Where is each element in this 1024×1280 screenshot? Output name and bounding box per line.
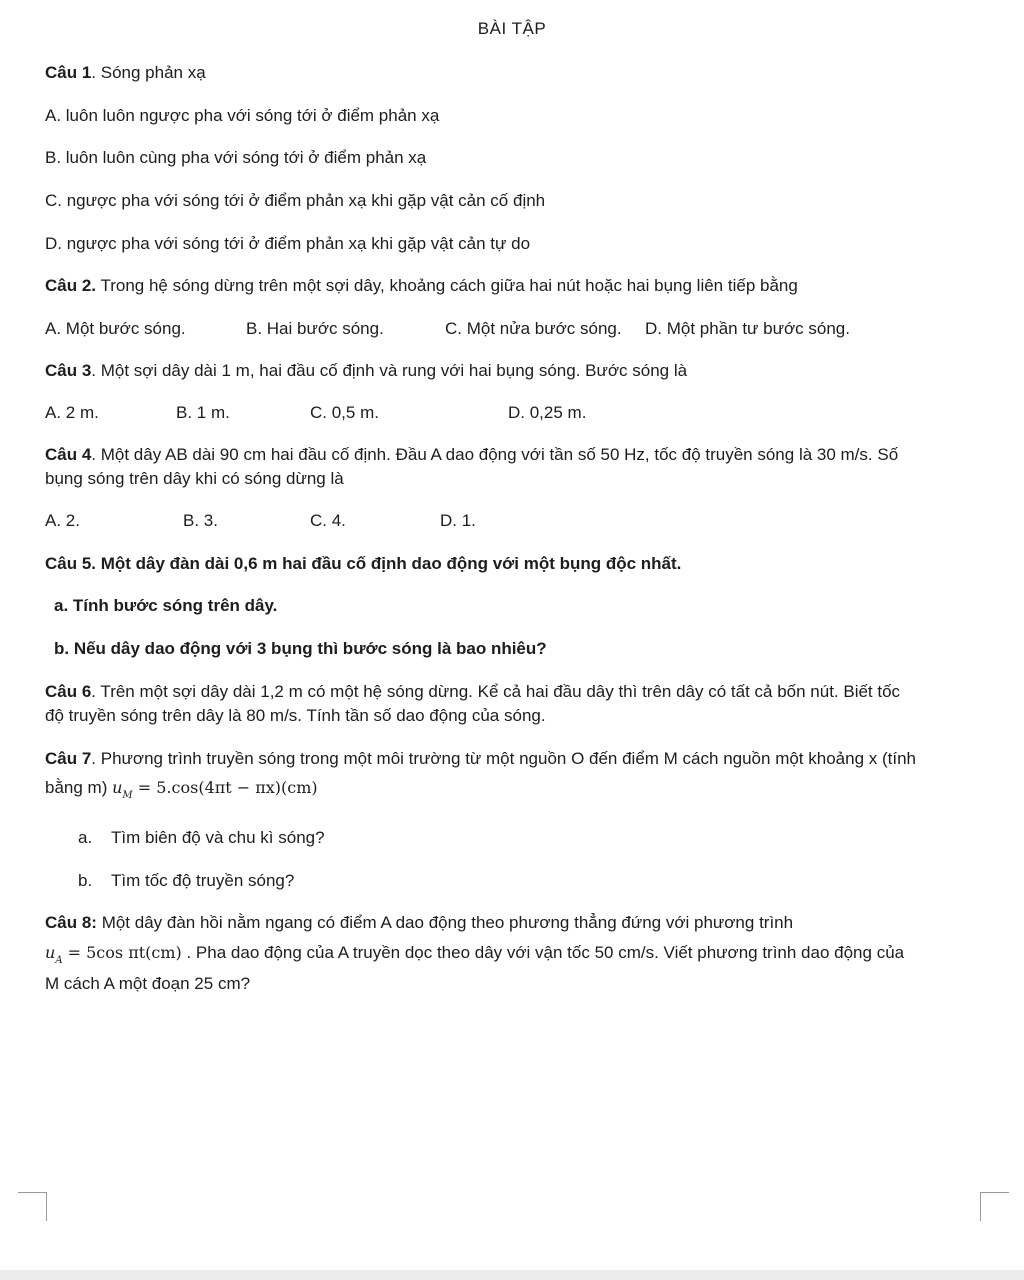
question-7-label: Câu 7 (45, 749, 92, 768)
question-5-part-b: b. Nếu dây dao động với 3 bụng thì bước sóng là bao nhiêu? (54, 639, 547, 658)
question-3-option-b: B. 1 m. (176, 403, 230, 422)
question-6-text: . Trên một sợi dây dài 1,2 m có một hệ sóng dừng. Kể cả hai đầu dây thì trên dây có tất cả bốn nút. Biết tốc (91, 682, 901, 701)
question-8-label: Câu 8: (45, 913, 97, 932)
equation-subscript: M (122, 790, 133, 801)
question-1-option-c: C. ngược pha với sóng tới ở điểm phản xạ khi gặp vật cản cố định (45, 191, 546, 210)
question-8-line-3: M cách A một đoạn 25 cm? (45, 974, 251, 993)
question-6-line-2: độ truyền sóng trên dây là 80 m/s. Tính tần số dao động của sóng. (45, 706, 546, 725)
question-5: Câu 5. Một dây đàn dài 0,6 m hai đầu cố định dao động với một bụng độc nhất. (45, 554, 682, 573)
question-7-line-2 (45, 776, 318, 808)
question-3-text: . Một sợi dây dài 1 m, hai đầu cố định và rung với hai bụng sóng. Bước sóng là (91, 361, 688, 380)
question-7-text-2: bằng m) (45, 778, 108, 797)
question-3-option-a: A. 2 m. (45, 403, 99, 422)
question-4-option-c: C. 4. (310, 511, 346, 530)
question-4-option-d: D. 1. (440, 511, 476, 530)
question-8-line-2 (45, 941, 904, 973)
question-7-part-a-marker: a. (78, 828, 93, 847)
question-1-option-a: A. luôn luôn ngược pha với sóng tới ở điểm phản xạ (45, 106, 440, 125)
question-6-label: Câu 6 (45, 682, 92, 701)
question-1-label: Câu 1 (45, 63, 92, 82)
question-1 (45, 61, 206, 85)
question-8-equation (45, 943, 182, 966)
question-7-part-b: Tìm tốc độ truyền sóng? (111, 871, 295, 890)
page-separator (0, 1270, 1024, 1280)
page-corner-mark-right (980, 1192, 1009, 1221)
question-2 (45, 274, 798, 298)
page-title: BÀI TẬP (477, 19, 547, 38)
question-4-option-b: B. 3. (183, 511, 218, 530)
question-1-text: . Sóng phản xạ (91, 63, 206, 82)
question-7-part-b-marker: b. (78, 871, 93, 890)
page-corner-mark-left (18, 1192, 47, 1221)
question-2-option-b: B. Hai bước sóng. (246, 319, 384, 338)
equation-variable: u (45, 943, 56, 962)
question-3 (45, 359, 687, 383)
question-7-text: . Phương trình truyền sóng trong một môi trường từ một nguồn O đến điểm M cách nguồn một khoảng x (tính (91, 749, 916, 768)
question-3-label: Câu 3 (45, 361, 92, 380)
question-4-text: . Một dây AB dài 90 cm hai đầu cố định. Đầu A dao động với tần số 50 Hz, tốc độ truyền sóng là 30 m/s. Số (91, 445, 899, 464)
equation-body: = 5cos πt(cm) (62, 943, 182, 962)
equation-variable: u (112, 778, 123, 797)
question-6-line-1 (45, 680, 900, 704)
question-2-option-d: D. Một phần tư bước sóng. (645, 319, 850, 338)
equation-subscript: A (55, 955, 63, 966)
question-7-equation (112, 778, 318, 801)
question-3-option-c: C. 0,5 m. (310, 403, 379, 422)
question-8-text: Một dây đàn hồi nằm ngang có điểm A dao động theo phương thẳng đứng với phương trình (96, 913, 794, 932)
question-2-option-c: C. Một nửa bước sóng. (445, 319, 622, 338)
question-7-line-1 (45, 747, 916, 771)
equation-body: = 5.cos(4πt − πx)(cm) (132, 778, 318, 797)
question-4-label: Câu 4 (45, 445, 92, 464)
question-8-line-1 (45, 911, 793, 935)
question-4-option-a: A. 2. (45, 511, 80, 530)
question-2-option-a: A. Một bước sóng. (45, 319, 186, 338)
question-1-option-d: D. ngược pha với sóng tới ở điểm phản xạ khi gặp vật cản tự do (45, 234, 531, 253)
question-4-line-1 (45, 443, 898, 467)
question-7-part-a: Tìm biên độ và chu kì sóng? (111, 828, 325, 847)
question-3-option-d: D. 0,25 m. (508, 403, 587, 422)
question-1-option-b: B. luôn luôn cùng pha với sóng tới ở điểm phản xạ (45, 148, 427, 167)
question-5-part-a: a. Tính bước sóng trên dây. (54, 596, 278, 615)
question-8-text-2: . Pha dao động của A truyền dọc theo dây với vận tốc 50 cm/s. Viết phương trình dao động của (181, 943, 905, 962)
question-2-label: Câu 2. (45, 276, 97, 295)
question-4-line-2: bụng sóng trên dây khi có sóng dừng là (45, 469, 344, 488)
question-2-text: Trong hệ sóng dừng trên một sợi dây, khoảng cách giữa hai nút hoặc hai bụng liên tiếp bằng (96, 276, 798, 295)
